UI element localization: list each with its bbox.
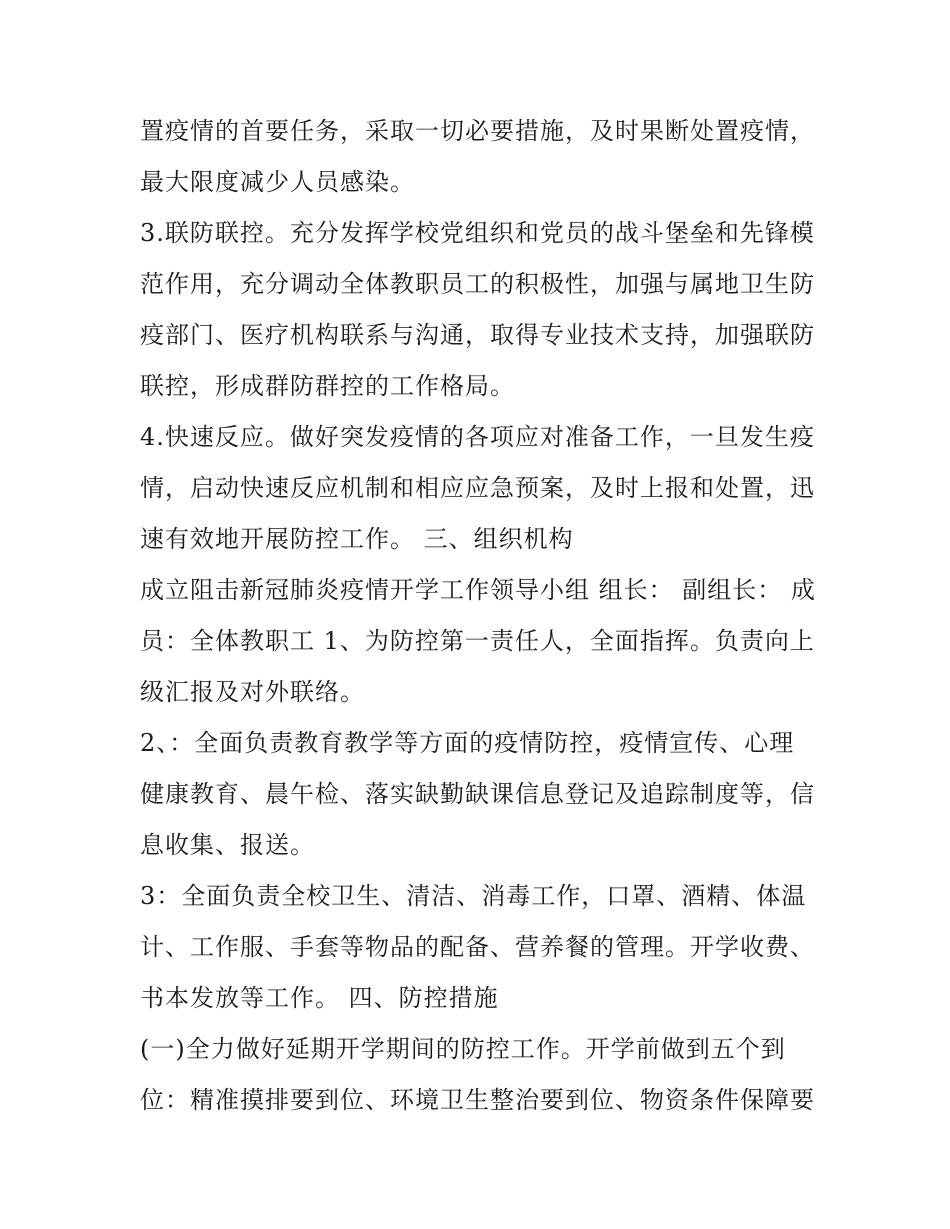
- text-line: 位：精准摸排要到位、环境卫生整治要到位、物资条件保障要: [140, 1086, 815, 1114]
- text-line: 情，启动快速反应机制和相应应急预案，及时上报和处置，迅: [140, 474, 815, 502]
- text-line: 成立阻击新冠肺炎疫情开学工作领导小组 组长： 副组长： 成: [140, 576, 816, 604]
- document-body: [140, 106, 830, 1126]
- text-line: 置疫情的首要任务，采取一切必要措施，及时果断处置疫情，: [140, 117, 815, 145]
- text-line: 级汇报及对外联络。: [140, 678, 365, 706]
- text-line: 书本发放等工作。 四、防控措施: [140, 984, 499, 1012]
- text-line: 健康教育、晨午检、落实缺勤缺课信息登记及追踪制度等，信: [140, 780, 815, 808]
- text-line: 范作用，充分调动全体教职员工的积极性，加强与属地卫生防: [140, 270, 815, 298]
- text-line: 员：全体教职工 1、为防控第一责任人，全面指挥。负责向上: [140, 627, 815, 655]
- text-line: 2、：全面负责教育教学等方面的疫情防控，疫情宣传、心理: [140, 729, 795, 757]
- text-line: 3.联防联控。充分发挥学校党组织和党员的战斗堡垒和先锋模: [140, 219, 815, 247]
- text-line: 最大限度减少人员感染。: [140, 168, 415, 196]
- text-line: 息收集、报送。: [140, 831, 315, 859]
- text-line: 速有效地开展防控工作。 三、组织机构: [140, 525, 574, 553]
- text-line: 联控，形成群防群控的工作格局。: [140, 372, 515, 400]
- text-line: 4.快速反应。做好突发疫情的各项应对准备工作，一旦发生疫: [140, 423, 815, 451]
- text-line: 疫部门、医疗机构联系与沟通，取得专业技术支持，加强联防: [140, 321, 815, 349]
- text-line: 计、工作服、手套等物品的配备、营养餐的管理。开学收费、: [140, 933, 815, 961]
- text-line: (一)全力做好延期开学期间的防控工作。开学前做到五个到: [140, 1035, 786, 1063]
- text-line: 3：全面负责全校卫生、清洁、消毒工作，口罩、酒精、体温: [140, 882, 807, 910]
